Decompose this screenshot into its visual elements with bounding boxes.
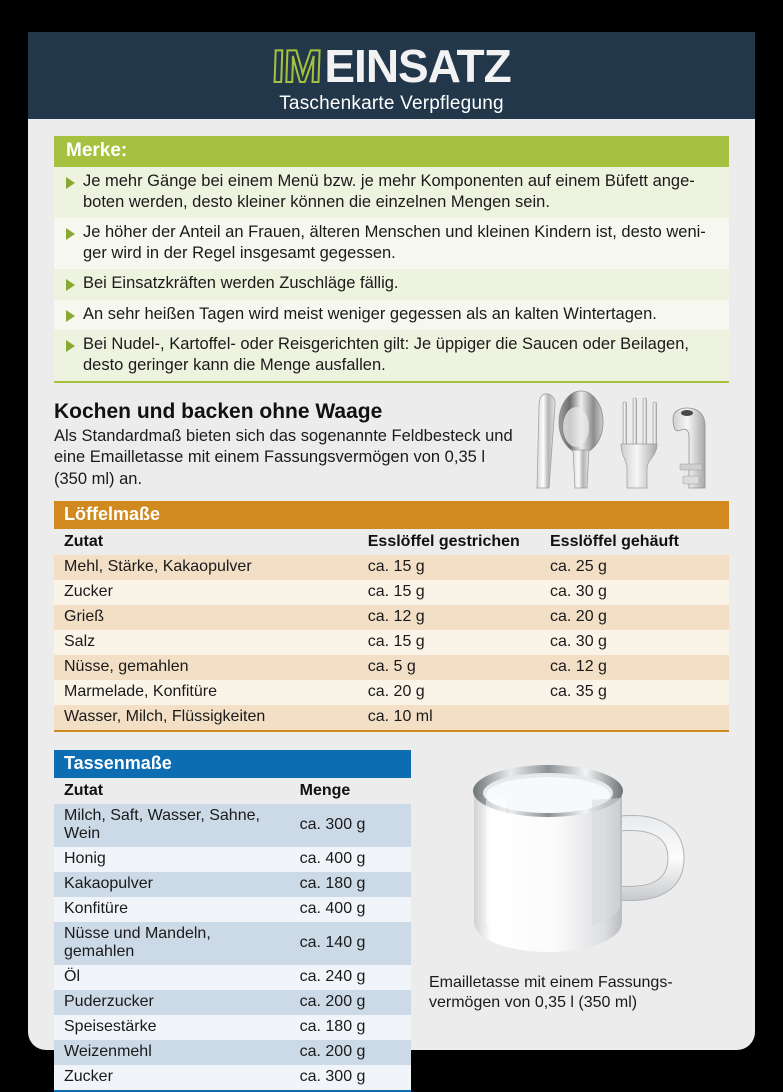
triangle-bullet-icon xyxy=(66,228,75,240)
enamel-mug-icon xyxy=(452,754,702,969)
table-row xyxy=(54,804,411,847)
cell-ingredient: Grieß xyxy=(54,605,358,630)
cell-gehaeuft: ca. 25 g xyxy=(540,555,729,580)
pocket-card xyxy=(28,32,755,1086)
table-row xyxy=(54,1040,411,1065)
cell-ingredient: Öl xyxy=(54,965,290,990)
cell-amount: ca. 240 g xyxy=(290,965,411,990)
cell-amount: ca. 300 g xyxy=(290,1065,411,1090)
merke-list-item xyxy=(54,300,729,330)
table-row xyxy=(54,922,411,965)
table-row xyxy=(54,897,411,922)
kochen-section xyxy=(54,400,729,490)
cell-gestrichen: ca. 12 g xyxy=(358,605,540,630)
loeffelmasse-title: Löffelmaße xyxy=(54,501,729,529)
triangle-bullet-icon xyxy=(66,340,75,352)
tassenmasse-title: Tassenmaße xyxy=(54,750,411,778)
table-row xyxy=(54,705,729,730)
loeffelmasse-table xyxy=(54,501,729,730)
table-row xyxy=(54,605,729,630)
merke-item-text: Je höher der Anteil an Frauen, älteren Menschen und kleinen Kindern ist, desto weni-ger wird in der Regel insgesamt gegessen. xyxy=(83,223,706,263)
cell-ingredient: Honig xyxy=(54,847,290,872)
triangle-bullet-icon xyxy=(66,310,75,322)
merke-box xyxy=(54,136,729,383)
cell-amount: ca. 300 g xyxy=(290,804,411,847)
merke-title: Merke: xyxy=(54,136,729,167)
column-header-zutat: Zutat xyxy=(54,778,290,804)
brand-logo xyxy=(28,40,755,92)
cell-gehaeuft: ca. 12 g xyxy=(540,655,729,680)
cell-ingredient: Wasser, Milch, Flüssigkeiten xyxy=(54,705,358,730)
table-header-row xyxy=(54,529,729,555)
cell-ingredient: Salz xyxy=(54,630,358,655)
triangle-bullet-icon xyxy=(66,177,75,189)
table-row xyxy=(54,630,729,655)
merke-list-item xyxy=(54,167,729,218)
triangle-bullet-icon xyxy=(66,279,75,291)
merke-item-text: Bei Einsatzkräften werden Zuschläge fällig. xyxy=(83,274,399,293)
cell-amount: ca. 200 g xyxy=(290,1040,411,1065)
merke-list-item xyxy=(54,269,729,299)
column-header-menge: Menge xyxy=(290,778,411,804)
table-row xyxy=(54,580,729,605)
card-header xyxy=(28,32,755,119)
cell-ingredient: Zucker xyxy=(54,580,358,605)
cell-gehaeuft: ca. 30 g xyxy=(540,580,729,605)
cell-ingredient: Zucker xyxy=(54,1065,290,1090)
table-row xyxy=(54,965,411,990)
cell-ingredient: Puderzucker xyxy=(54,990,290,1015)
table-row xyxy=(54,680,729,705)
table-row xyxy=(54,655,729,680)
card-body xyxy=(28,119,755,1092)
table-row xyxy=(54,555,729,580)
kochen-heading: Kochen und backen ohne Waage xyxy=(54,399,383,423)
cell-ingredient: Speisestärke xyxy=(54,1015,290,1040)
cell-gestrichen: ca. 15 g xyxy=(358,580,540,605)
tassenmasse-section xyxy=(54,750,729,1092)
cell-ingredient: Weizenmehl xyxy=(54,1040,290,1065)
cell-ingredient: Konfitüre xyxy=(54,897,290,922)
merke-list-item xyxy=(54,330,729,381)
mug-column xyxy=(425,750,729,1092)
cell-gestrichen: ca. 10 ml xyxy=(358,705,540,730)
table-row xyxy=(54,1015,411,1040)
cell-gestrichen: ca. 15 g xyxy=(358,555,540,580)
table-header-row xyxy=(54,778,411,804)
column-header-zutat: Zutat xyxy=(54,529,358,555)
tassenmasse-table xyxy=(54,750,411,1090)
cell-amount: ca. 400 g xyxy=(290,897,411,922)
merke-list xyxy=(54,167,729,383)
column-header-gehaeuft: Esslöffel gehäuft xyxy=(540,529,729,555)
cell-gehaeuft: ca. 20 g xyxy=(540,605,729,630)
column-header-gestrichen: Esslöffel gestrichen xyxy=(358,529,540,555)
feldbesteck-cutlery-icon xyxy=(523,384,733,498)
merke-item-text: An sehr heißen Tagen wird meist weniger gegessen als an kalten Wintertagen. xyxy=(83,304,657,323)
cell-amount: ca. 180 g xyxy=(290,872,411,897)
cell-ingredient: Mehl, Stärke, Kakaopulver xyxy=(54,555,358,580)
cell-amount: ca. 140 g xyxy=(290,922,411,965)
cell-amount: ca. 400 g xyxy=(290,847,411,872)
table-row xyxy=(54,990,411,1015)
table-title-row xyxy=(54,750,411,778)
mug-caption: Emailletasse mit einem Fassungs-vermögen von 0,35 l (350 ml) xyxy=(429,974,673,1012)
brand-im-text: IM xyxy=(271,40,323,92)
kochen-paragraph: Als Standardmaß bieten sich das sogenannte Feldbesteck und eine Emailletasse mit einem Fassungsvermögen von 0,35 l (350 ml) an. xyxy=(54,426,513,488)
cell-gestrichen: ca. 20 g xyxy=(358,680,540,705)
cell-ingredient: Nüsse und Mandeln, gemahlen xyxy=(54,922,290,965)
card-subtitle: Taschenkarte Verpflegung xyxy=(279,93,504,114)
cell-gestrichen: ca. 15 g xyxy=(358,630,540,655)
cell-amount: ca. 180 g xyxy=(290,1015,411,1040)
cell-ingredient: Marmelade, Konfitüre xyxy=(54,680,358,705)
table-title-row xyxy=(54,501,729,529)
merke-item-text: Bei Nudel-, Kartoffel- oder Reisgerichten gilt: Je üppiger die Saucen oder Beilagen, desto geringer kann die Menge ausfallen. xyxy=(83,334,689,374)
cell-gehaeuft: ca. 30 g xyxy=(540,630,729,655)
cell-gehaeuft xyxy=(540,705,729,730)
cell-gehaeuft: ca. 35 g xyxy=(540,680,729,705)
loeffelmasse-bottom-rule xyxy=(54,730,729,732)
cell-gestrichen: ca. 5 g xyxy=(358,655,540,680)
tassenmasse-table-wrap xyxy=(54,750,411,1092)
table-row xyxy=(54,847,411,872)
brand-einsatz-text: EINSATZ xyxy=(324,40,511,92)
cell-ingredient: Kakaopulver xyxy=(54,872,290,897)
cell-ingredient: Nüsse, gemahlen xyxy=(54,655,358,680)
merke-item-text: Je mehr Gänge bei einem Menü bzw. je mehr Komponenten auf einem Büfett ange-boten werden, desto kleiner können die einzelnen Mengen sein. xyxy=(83,172,695,212)
cell-ingredient: Milch, Saft, Wasser, Sahne, Wein xyxy=(54,804,290,847)
table-row xyxy=(54,1065,411,1090)
merke-list-item xyxy=(54,218,729,269)
cell-amount: ca. 200 g xyxy=(290,990,411,1015)
table-row xyxy=(54,872,411,897)
